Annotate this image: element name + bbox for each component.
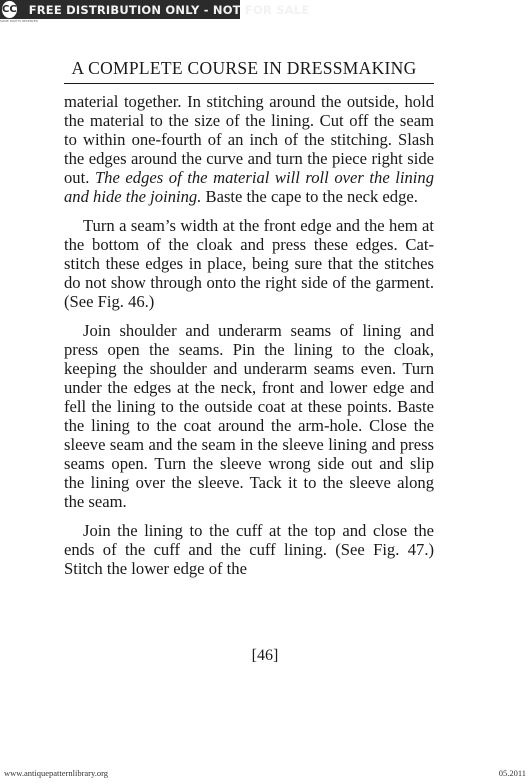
creative-commons-icon: CC (2, 1, 17, 18)
footer-date: 05.2011 (498, 768, 526, 778)
paragraph-2: Turn a seam’s width at the front edge and the hem at the bottom of the cloak and press these edges. Cat-stitch these edges in place, being sure that the stitches do not show through onto the right side of the garment. (See Fig. 46.) (64, 216, 434, 311)
paragraph-1 (64, 92, 434, 206)
page-number: [46] (251, 647, 279, 664)
license-banner (0, 0, 310, 19)
running-head-title: A COMPLETE COURSE IN DRESSMAKING (71, 58, 417, 78)
header-rule (64, 83, 434, 84)
paragraph-3: Join shoulder and underarm seams of lining and press open the seams. Pin the lining to the cloak, keeping the shoulder and underarm seams even. Turn under the edges at the neck, front and lower edge and fell the lining to the outside coat at these points. Baste the lining to the coat around the arm-hole. Close the sleeve seam and the seam in the sleeve lining and press seams open. Turn the sleeve wrong side out and slip the lining over the sleeve. Tack it to the sleeve along the seam. (64, 321, 434, 511)
paragraph-1-italic: The edges of the material will roll over the lining and hide the joining. (64, 168, 434, 206)
paragraph-4: Join the lining to the cuff at the top and close the ends of the cuff and the cuff lining. (See Fig. 47.) Stitch the lower edge of the (64, 521, 434, 578)
page-body (64, 92, 434, 588)
footer-url: www.antiquepatternlibrary.org (4, 768, 109, 778)
paragraph-1-tail: Baste the cape to the neck edge. (201, 187, 418, 206)
license-banner-subtext: SOME RIGHTS RESERVED (0, 19, 38, 23)
license-banner-text: FREE DISTRIBUTION ONLY - NOT FOR SALE (28, 2, 310, 17)
paragraph-1-text: material together. In stitching around the outside, hold the material to the size of the lining. Cut off the seam to within one-fourth of an inch of the stitching. Slash the edges around the curve and turn the piece right side out. (64, 92, 434, 187)
